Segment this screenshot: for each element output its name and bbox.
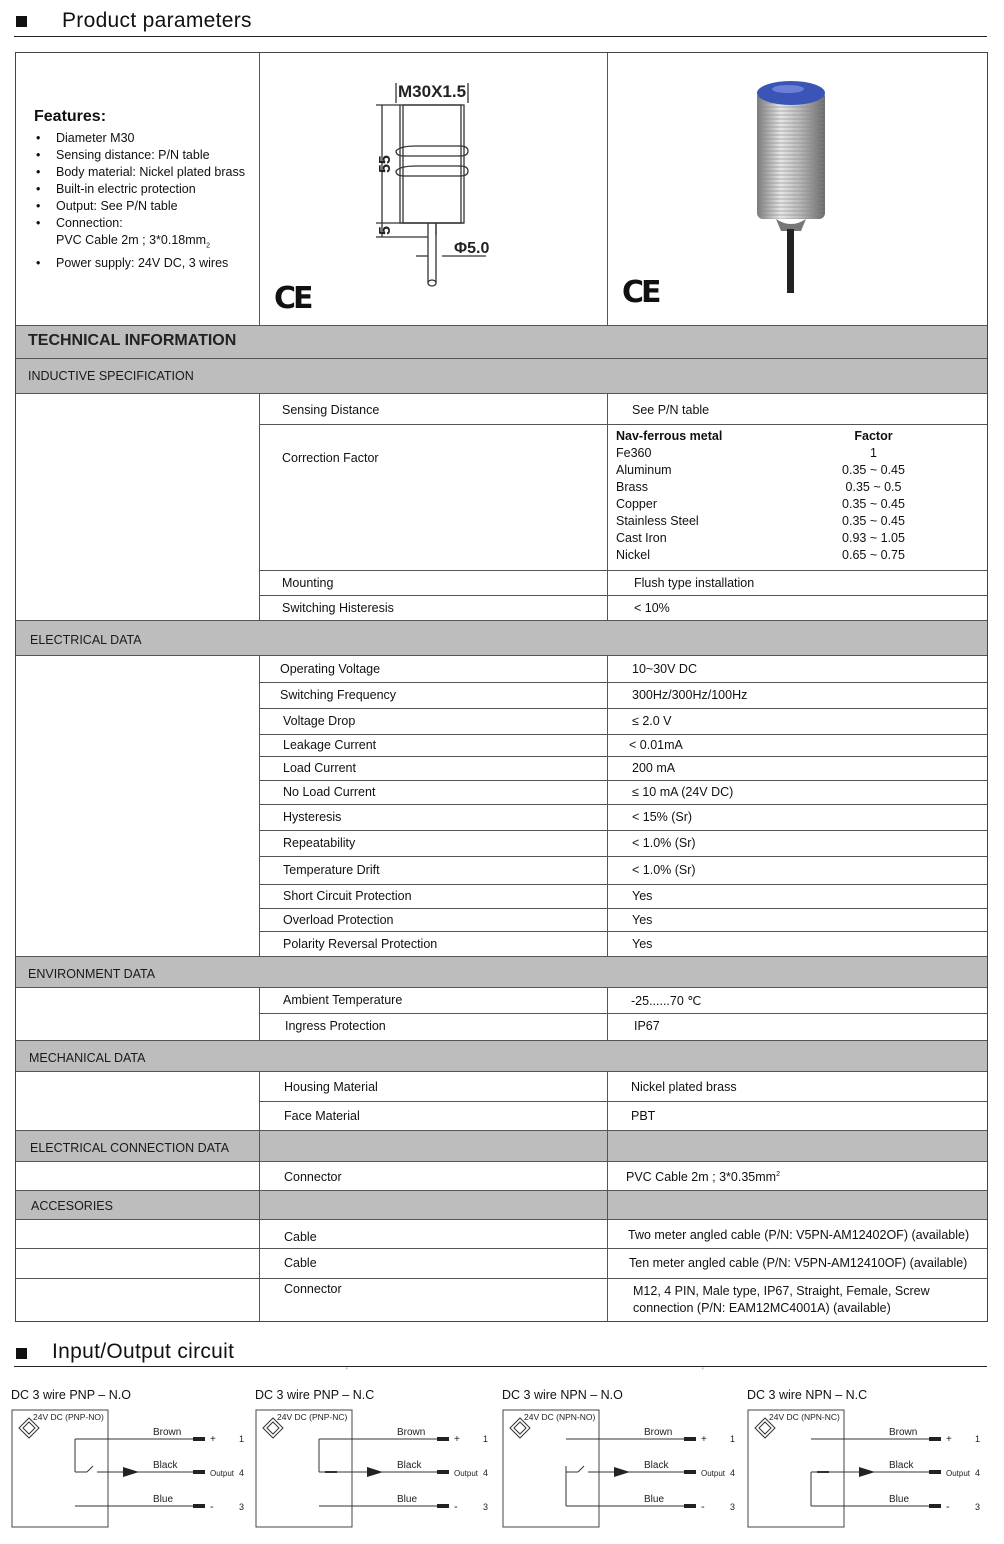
minus-sign: - (454, 1501, 458, 1513)
supply-label: 24V DC (NPN-NC) (769, 1412, 840, 1422)
bullet-square-icon (16, 16, 27, 27)
circuit-schematic (255, 1406, 495, 1534)
pin-4: 4 (975, 1468, 981, 1478)
circuit-schematic (11, 1406, 251, 1534)
circuit-diagram (502, 1386, 742, 1536)
correction-row (616, 479, 916, 496)
accessory-connector-value-line2: connection (P/N: EAM12MC4001A) (available) (633, 1301, 891, 1315)
wire-label-black: Black (644, 1460, 669, 1471)
metal-name: Brass (616, 480, 648, 494)
correction-row (616, 513, 916, 530)
wire-label-blue: Blue (644, 1494, 665, 1505)
output-label: Output (946, 1469, 971, 1478)
electrical-row-value: 300Hz/300Hz/100Hz (632, 688, 748, 702)
electrical-row-value: 10~30V DC (632, 662, 697, 676)
factor-value: 0.35 ~ 0.45 (842, 497, 905, 511)
switching-histeresis-value: < 10% (634, 601, 670, 615)
parameters-table (15, 52, 988, 1322)
length-label: 55 (377, 155, 394, 173)
metal-name: Fe360 (616, 446, 652, 460)
electrical-row-label: Leakage Current (283, 738, 377, 752)
face-material-label: Face Material (284, 1109, 360, 1123)
pin-1: 1 (730, 1434, 736, 1444)
electrical-row-value: 200 mA (632, 761, 676, 775)
electrical-row-label: Voltage Drop (283, 714, 356, 728)
mounting-label: Mounting (282, 576, 334, 590)
electrical-row-value: < 1.0% (Sr) (632, 836, 696, 850)
electrical-row-label: Hysteresis (283, 810, 342, 824)
pin-4: 4 (239, 1468, 245, 1478)
wire-label-brown: Brown (153, 1427, 182, 1438)
plus-sign: + (210, 1434, 216, 1445)
circuit-title: DC 3 wire NPN – N.O (502, 1388, 623, 1402)
bullet-square-icon (16, 1348, 27, 1359)
accessory-cable-label: Cable (284, 1230, 317, 1244)
electrical-row-value: Yes (632, 889, 653, 903)
wire-label-blue: Blue (889, 1494, 910, 1505)
accessory-connector-label: Connector (284, 1282, 342, 1296)
factor-value: 0.35 ~ 0.45 (842, 463, 905, 477)
output-label: Output (454, 1469, 479, 1478)
pin-3: 3 (483, 1502, 489, 1512)
ce-mark-icon: CE (622, 275, 659, 310)
correction-row (616, 462, 916, 479)
factor-value: 0.65 ~ 0.75 (842, 548, 905, 562)
accessory-cable-value: Two meter angled cable (P/N: V5PN-AM12402OF) (available) (628, 1228, 970, 1242)
section-header-io-circuit (14, 1336, 987, 1367)
factor-value: 0.93 ~ 1.05 (842, 531, 905, 545)
wire-label-brown: Brown (397, 1427, 426, 1438)
circuit-diagram (11, 1386, 251, 1536)
thread-label: M30X1.5 (398, 82, 467, 101)
electrical-row-value: Yes (632, 913, 653, 927)
feature-item: • Connection: PVC Cable 2m ; $3*0.18mm_2$ (34, 215, 264, 255)
pin-1: 1 (483, 1434, 489, 1444)
factor-value: 0.35 ~ 0.45 (842, 514, 905, 528)
pin-3: 3 (730, 1502, 736, 1512)
pin-4: 4 (730, 1468, 736, 1478)
metal-header: Nav-ferrous metal (616, 429, 723, 443)
section-title: Input/Output circuit (52, 1340, 235, 1363)
minus-sign: - (946, 1501, 950, 1513)
feature-item: • Output: See P/N table (34, 198, 264, 215)
output-label: Output (701, 1469, 726, 1478)
housing-material-label: Housing Material (284, 1080, 378, 1094)
inductive-spec-title: INDUCTIVE SPECIFICATION (28, 369, 194, 383)
circuit-schematic (502, 1406, 742, 1534)
ingress-protection-label: Ingress Protection (285, 1019, 386, 1033)
electrical-row-label: Load Current (283, 761, 356, 775)
face-material-value: PBT (631, 1109, 656, 1123)
pin-3: 3 (239, 1502, 245, 1512)
electrical-row-label: Operating Voltage (280, 662, 381, 676)
factor-value: 0.35 ~ 0.5 (845, 480, 902, 494)
connector-value: PVC Cable 2m ; $3*0.35mm^2$ (626, 1170, 780, 1184)
section-header-product-parameters (14, 6, 987, 37)
environment-data-title: ENVIRONMENT DATA (28, 967, 156, 981)
connector-label: Connector (284, 1170, 342, 1184)
dimension-drawing (356, 75, 516, 295)
sensing-distance-value: See P/N table (632, 403, 710, 417)
section-title: Product parameters (62, 9, 252, 32)
electrical-row-value: Yes (632, 937, 653, 951)
plus-sign: + (946, 1434, 952, 1445)
electrical-row-value: < 1.0% (Sr) (632, 863, 696, 877)
pin-1: 1 (975, 1434, 981, 1444)
electrical-row-label: Repeatability (283, 836, 356, 850)
wire-label-blue: Blue (397, 1494, 418, 1505)
mechanical-data-title: MECHANICAL DATA (29, 1051, 146, 1065)
electrical-data-title: ELECTRICAL DATA (30, 633, 142, 647)
electrical-row-label: Temperature Drift (283, 863, 380, 877)
connection-detail: PVC Cable 2m ; 3*0.18mm (56, 233, 207, 247)
technical-information-title: TECHNICAL INFORMATION (28, 332, 237, 349)
metal-name: Nickel (616, 548, 651, 562)
feature-item: • Sensing distance: P/N table (34, 147, 264, 164)
electrical-connection-title: ELECTRICAL CONNECTION DATA (30, 1141, 230, 1155)
features-block (34, 108, 264, 272)
correction-row (616, 547, 916, 564)
metal-name: Copper (616, 497, 657, 511)
sensing-distance-label: Sensing Distance (282, 403, 380, 417)
electrical-row-value: < 15% (Sr) (632, 810, 693, 824)
product-photo (746, 73, 836, 298)
wire-label-black: Black (397, 1460, 422, 1471)
pin-4: 4 (483, 1468, 489, 1478)
feature-item: • Power supply: 24V DC, 3 wires (34, 255, 264, 272)
accessories-title: ACCESORIES (31, 1199, 113, 1213)
supply-label: 24V DC (PNP-NC) (277, 1412, 348, 1422)
pin-3: 3 (975, 1502, 981, 1512)
accessory-cable-value: Ten meter angled cable (P/N: V5PN-AM12410OF) (available) (629, 1256, 968, 1270)
correction-row (616, 445, 916, 462)
metal-name: Stainless Steel (616, 514, 699, 528)
supply-label: 24V DC (PNP-NO) (33, 1412, 104, 1422)
minus-sign: - (701, 1501, 705, 1513)
wire-label-black: Black (889, 1460, 914, 1471)
features-title: Features: (34, 108, 107, 125)
accessory-cable-label: Cable (284, 1256, 317, 1270)
cable-length-label: 5 (377, 226, 394, 235)
wire-label-blue: Blue (153, 1494, 174, 1505)
factor-value: 1 (870, 446, 877, 460)
circuit-title: DC 3 wire PNP – N.O (11, 1388, 131, 1402)
wire-label-black: Black (153, 1460, 178, 1471)
circuit-schematic (747, 1406, 987, 1534)
circuit-title: DC 3 wire PNP – N.C (255, 1388, 375, 1402)
electrical-row-label: Polarity Reversal Protection (283, 937, 438, 951)
supply-label: 24V DC (NPN-NO) (524, 1412, 596, 1422)
feature-item: • Diameter M30 (34, 130, 264, 147)
metal-name: Cast Iron (616, 531, 667, 545)
plus-sign: + (701, 1434, 707, 1445)
switching-histeresis-label: Switching Histeresis (282, 601, 394, 615)
correction-factor-label: Correction Factor (282, 451, 379, 465)
factor-header: Factor (854, 429, 893, 443)
circuit-diagram (747, 1386, 987, 1536)
electrical-row-value: < 0.01mA (629, 738, 683, 752)
plus-sign: + (454, 1434, 460, 1445)
wire-label-brown: Brown (889, 1427, 918, 1438)
housing-material-value: Nickel plated brass (631, 1080, 737, 1094)
electrical-row-label: Switching Frequency (280, 688, 397, 702)
electrical-row-value: ≤ 10 mA (24V DC) (632, 785, 734, 799)
minus-sign: - (210, 1501, 214, 1513)
correction-factor-table (616, 428, 916, 564)
feature-item: • Body material: Nickel plated brass (34, 164, 264, 181)
ambient-temperature-label: Ambient Temperature (283, 993, 403, 1007)
wire-label-brown: Brown (644, 1427, 673, 1438)
accessory-connector-value: M12, 4 PIN, Male type, IP67, Straight, Female, Screw (633, 1284, 930, 1298)
electrical-row-label: Short Circuit Protection (283, 889, 412, 903)
electrical-row-label: Overload Protection (283, 913, 394, 927)
electrical-row-label: No Load Current (283, 785, 376, 799)
electrical-row-value: ≤ 2.0 V (632, 714, 672, 728)
circuit-diagram (255, 1386, 495, 1536)
correction-row (616, 530, 916, 547)
correction-row (616, 496, 916, 513)
circuit-title: DC 3 wire NPN – N.C (747, 1388, 868, 1402)
mounting-value: Flush type installation (634, 576, 755, 590)
ce-mark-icon: CE (274, 281, 311, 316)
cable-diameter-label: Φ5.0 (454, 240, 490, 257)
metal-name: Aluminum (616, 463, 672, 477)
pin-1: 1 (239, 1434, 245, 1444)
ambient-temperature-value: -25......70 ℃ (631, 994, 702, 1008)
feature-item: • Built-in electric protection (34, 181, 264, 198)
ingress-protection-value: IP67 (634, 1019, 660, 1033)
output-label: Output (210, 1469, 235, 1478)
